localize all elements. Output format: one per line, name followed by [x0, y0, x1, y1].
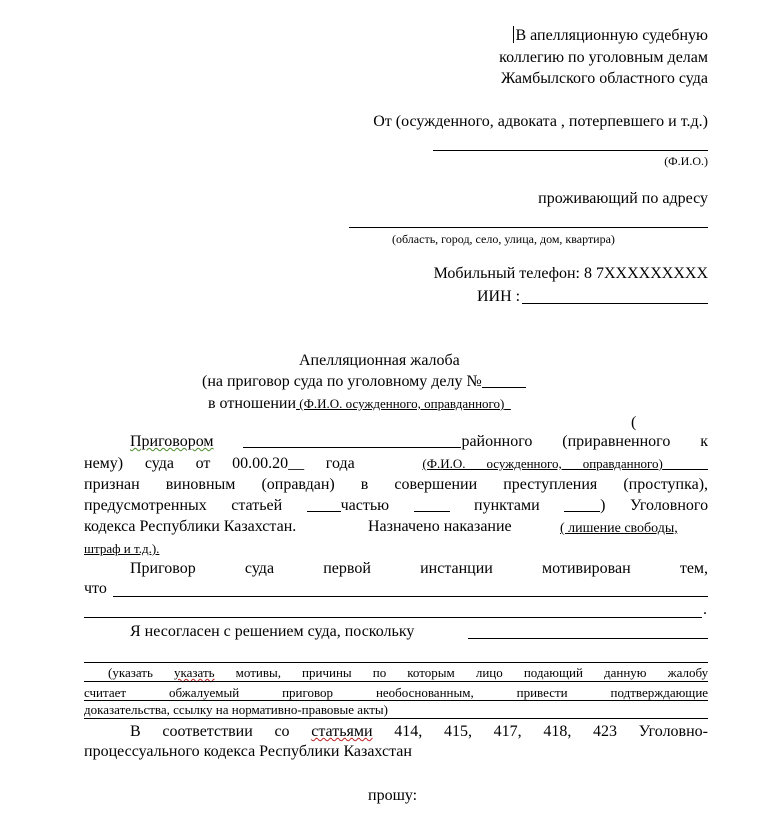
p1-line-1: Приговором районного (приравненного к [130, 433, 709, 450]
fio-fill-line [433, 150, 708, 151]
p2-line-2: что [84, 580, 107, 597]
from-line: От (осужденного, адвоката , потерпевшего и т.д.) [373, 113, 708, 130]
district-blank [243, 433, 461, 448]
p3-line-1: Я несогласен с решением суда, поскольку [130, 623, 415, 640]
disagree-fill-line-2 [84, 662, 708, 663]
phone-line: Мобильный телефон: 8 7XXXXXXXXX [433, 265, 708, 282]
addressee-line-1: В апелляционную судебную [515, 27, 708, 44]
residing-line: проживающий по адресу [538, 190, 708, 207]
reason-fill-line-1 [113, 596, 708, 597]
paragraph-blank [564, 497, 600, 512]
iin-fill-line [522, 303, 708, 304]
caption-underline-2 [84, 700, 708, 701]
addressee-line-3: Жамбылского областного суда [500, 70, 708, 87]
p4-line-2: процессуального кодекса Республики Казахстан [84, 743, 412, 760]
p2-line-3-end: . [703, 601, 707, 618]
iin-label: ИИН : [477, 288, 521, 305]
addressee-line-2: коллегию по уголовным делам [499, 49, 708, 66]
address-fill-line [349, 227, 708, 228]
reason-fill-line-2 [84, 617, 702, 618]
p2-line-1: Приговор суда первой инстанции мотивирован тем, [130, 560, 709, 577]
caption-underline-3 [84, 718, 708, 719]
p4-line-1: В соответствии со статьями 414, 415, 417, 418, 423 Уголовно- [130, 723, 708, 740]
request-line: прошу: [368, 787, 418, 804]
p1-line-5a: кодекса Республики Казахстан. [84, 518, 297, 535]
p3-caption-line-1: (указать указать мотивы, причины по которым лицо подающий данную жалобу [108, 665, 709, 680]
title-line-2: (на приговор суда по уголовному делу № [202, 372, 526, 392]
p1-line-5b: Назначено наказание [368, 518, 512, 535]
stray-paren: ( [631, 414, 637, 431]
part-blank [414, 497, 450, 512]
article-blank [307, 497, 341, 512]
p3-caption-line-3: доказательства, ссылку на нормативно-правовые акты) [84, 702, 388, 717]
p1-line-6: штраф и т.д.). [84, 541, 160, 556]
fio-caption: (Ф.И.О.) [664, 154, 708, 168]
p1-line-3: признан виновным (оправдан) в совершении преступления (проступка), [84, 476, 709, 493]
p1-line-5c: ( лишение свободы, [560, 521, 678, 536]
title-line-1: Апелляционная жалоба [299, 352, 460, 369]
p1-line-2: нему) суда от 00.00.20__ года (Ф.И.О. осужденного, оправданного) [84, 455, 663, 472]
caption-underline-1 [84, 681, 708, 682]
case-number-blank [482, 373, 526, 388]
address-caption: (область, город, село, улица, дом, квартира) [392, 232, 615, 246]
p1-line-4: предусмотренных статьей частью пунктами ) Уголовного [84, 497, 709, 514]
title-line-3: в отношении (Ф.И.О. осужденного, оправданного) [208, 395, 505, 412]
disagree-fill-line [468, 638, 708, 639]
p3-caption-line-2: считает обжалуемый приговор необоснованным, привести подтверждающие [84, 685, 709, 700]
